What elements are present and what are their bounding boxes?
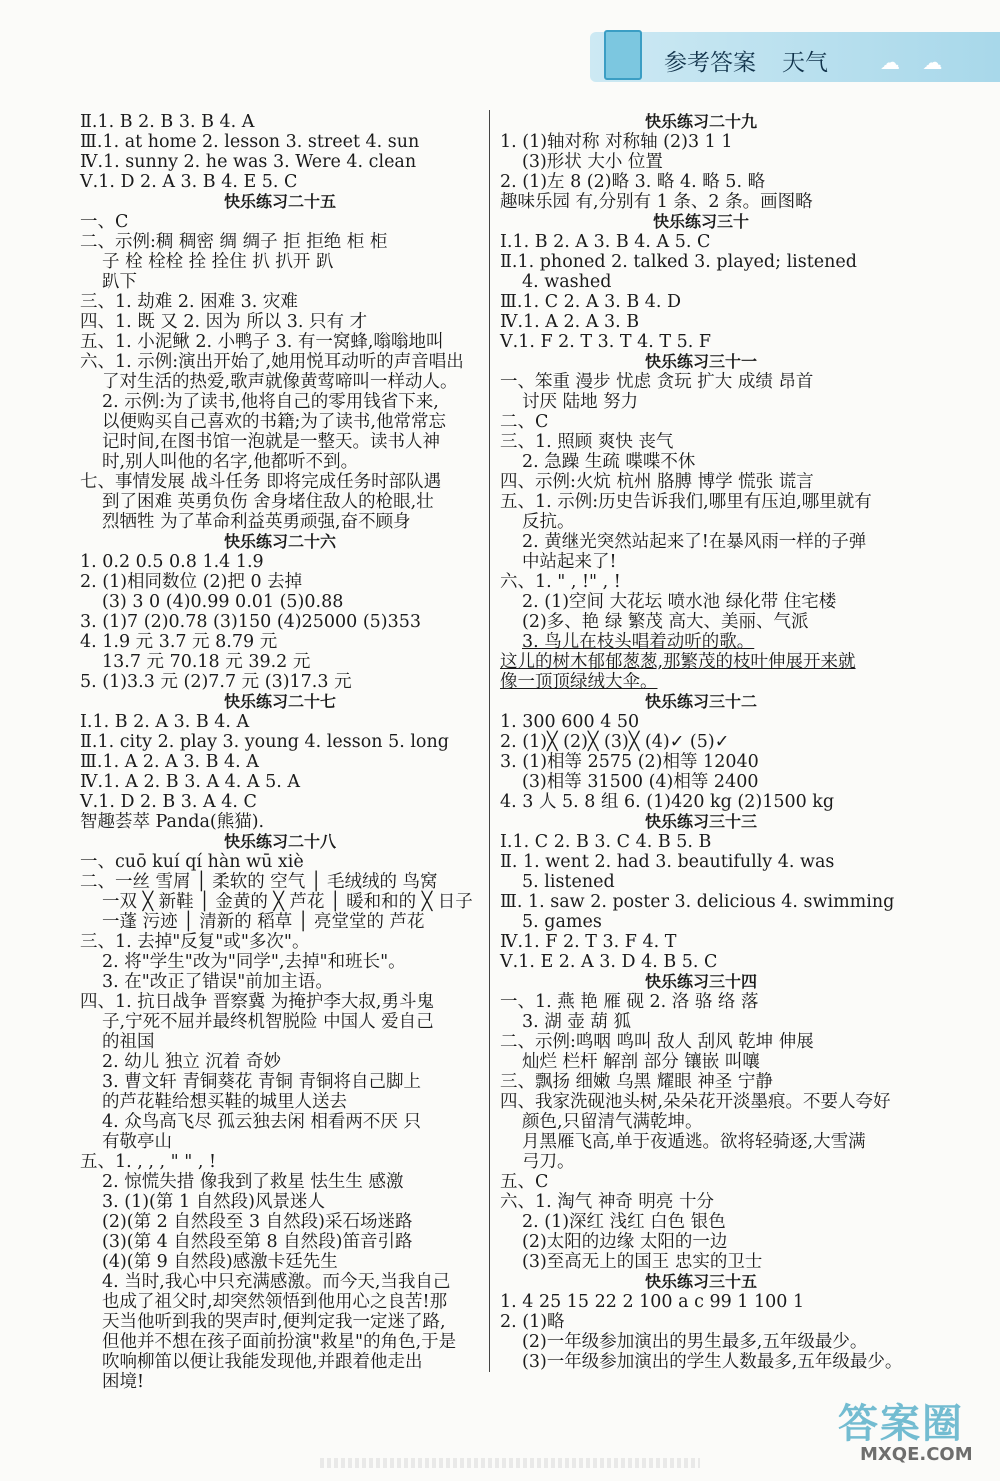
answer-line: 智趣荟萃 Panda(熊猫). <box>80 812 265 832</box>
answer-line: 三、1. 照顾 爽快 丧气 <box>500 432 674 452</box>
answer-line: Ⅴ.1. E 2. A 3. D 4. B 5. C <box>500 952 718 972</box>
answer-line: Ⅰ.1. C 2. B 3. C 4. B 5. B <box>500 832 712 852</box>
answer-line: 也成了祖父时,却突然领悟到他用心之良苦!那 <box>102 1292 448 1312</box>
answer-line: Ⅲ.1. C 2. A 3. B 4. D <box>500 292 682 312</box>
answer-line: Ⅳ.1. F 2. T 3. F 4. T <box>500 932 677 952</box>
answer-line: 4. 当时,我心中只充满感激。而今天,当我自己 <box>102 1272 451 1292</box>
section-heading: 快乐练习二十七 <box>223 692 336 711</box>
answer-line: 3. 在"改正了错误"前加主语。 <box>102 972 333 992</box>
right-column <box>500 112 902 1372</box>
answer-line: 1. 300 600 4 50 <box>500 712 640 732</box>
watermark-logo <box>830 1392 990 1472</box>
answer-line: Ⅲ. 1. saw 2. poster 3. delicious 4. swimming <box>500 892 895 912</box>
answer-line: 的芦花鞋给想买鞋的城里人送去 <box>102 1092 347 1112</box>
answer-line: 2. (1)左 8 (2)略 3. 略 4. 略 5. 略 <box>500 172 766 192</box>
answer-line: 2. (1)相同数位 (2)把 0 去掉 <box>80 572 303 592</box>
answer-line: Ⅱ.1. city 2. play 3. young 4. lesson 5. long <box>80 732 449 752</box>
answer-line: 二、一丝 雪屑 │ 柔软的 空气 │ 毛绒绒的 鸟窝 <box>80 872 438 892</box>
answer-line: Ⅱ.1. B 2. B 3. B 4. A <box>80 112 255 132</box>
answer-line: 2. (1)略 <box>500 1312 565 1332</box>
answer-line: (2)一年级参加演出的男生最多,五年级最少。 <box>522 1332 868 1352</box>
answer-line: 3. 湖 壶 葫 狐 <box>522 1012 631 1032</box>
answer-line: (4)(第 9 自然段)感激卡廷先生 <box>102 1252 338 1272</box>
answer-line: 2. 幼儿 独立 沉着 奇妙 <box>102 1052 281 1072</box>
answer-line: 4. 3 人 5. 8 组 6. (1)420 kg (2)1500 kg <box>500 792 835 812</box>
answer-line: 灿烂 栏杆 解剖 部分 镶嵌 叫嚷 <box>522 1052 760 1072</box>
answer-line: 这儿的树木郁郁葱葱,那繁茂的枝叶伸展开来就 <box>500 652 856 672</box>
answer-line: 13.7 元 70.18 元 39.2 元 <box>102 652 311 672</box>
answer-line: 2. (1)深红 浅红 白色 银色 <box>522 1212 726 1232</box>
answer-line: 二、示例:鸣咽 鸣叫 敌人 刮风 乾坤 伸展 <box>500 1032 814 1052</box>
section-heading: 快乐练习三十一 <box>644 352 757 371</box>
answer-line: 一、笨重 漫步 忧虑 贪玩 扩大 成绩 昂首 <box>500 372 814 392</box>
book-icon <box>604 30 642 80</box>
section-heading: 快乐练习三十 <box>652 212 749 231</box>
answer-line: 2. 示例:为了读书,他将自己的零用钱省下来, <box>102 392 439 412</box>
answer-line: 五、C <box>500 1172 549 1192</box>
answer-line: 颜色,只留清气满乾坤。 <box>522 1112 703 1132</box>
section-heading: 快乐练习三十二 <box>644 692 757 711</box>
answer-line: 讨厌 陆地 努力 <box>522 392 639 412</box>
page-footer-mark <box>320 1458 700 1468</box>
section-heading: 快乐练习三十三 <box>644 812 757 831</box>
answer-line: 3. (1)相等 2575 (2)相等 12040 <box>500 752 759 772</box>
answer-line: 三、1. 去掉"反复"或"多次"。 <box>80 932 310 952</box>
cloud-icon: ☁ ☁ <box>880 50 951 74</box>
answer-line: 4. washed <box>522 272 612 292</box>
section-heading: 快乐练习二十八 <box>223 832 336 851</box>
answer-line: 中站起来了! <box>522 552 617 572</box>
answer-line: 二、C <box>500 412 549 432</box>
answer-line: 四、1. 既 又 2. 因为 所以 3. 只有 才 <box>80 312 368 332</box>
answer-line: 六、1. 淘气 神奇 明亮 十分 <box>500 1192 714 1212</box>
answer-line: (3)(第 4 自然段至第 8 自然段)笛音引路 <box>102 1232 413 1252</box>
answer-line: 3. (1)7 (2)0.78 (3)150 (4)25000 (5)353 <box>80 612 422 632</box>
left-column <box>80 112 480 1392</box>
answer-line: 四、1. 抗日战争 晋察冀 为掩护李大叔,勇斗鬼 <box>80 992 434 1012</box>
answer-line: 但他并不想在孩子面前扮演"救星"的角色,于是 <box>102 1332 457 1352</box>
answer-line: 1. 4 25 15 22 2 100 a c 99 1 100 1 <box>500 1292 805 1312</box>
answer-line: Ⅴ.1. D 2. A 3. B 4. E 5. C <box>80 172 298 192</box>
answer-line: 一、1. 燕 艳 雁 砚 2. 洛 骆 络 落 <box>500 992 759 1012</box>
answer-line: Ⅲ.1. at home 2. lesson 3. street 4. sun <box>80 132 420 152</box>
answer-line: 像一顶顶绿绒大伞。 <box>500 672 658 692</box>
answer-line: 四、我家洗砚池头树,朵朵花开淡墨痕。不要人夸好 <box>500 1092 891 1112</box>
answer-line: Ⅳ.1. sunny 2. he was 3. Were 4. clean <box>80 152 417 172</box>
answer-line: Ⅳ.1. A 2. B 3. A 4. A 5. A <box>80 772 301 792</box>
answer-line: 2. (1)空间 大花坛 喷水池 绿化带 住宅楼 <box>522 592 837 612</box>
answer-line: Ⅱ. 1. went 2. had 3. beautifully 4. was <box>500 852 835 872</box>
answer-line: (2)太阳的边缘 太阳的一边 <box>522 1232 728 1252</box>
answer-line: 子,宁死不屈并最终机智脱险 中国人 爱自己 <box>102 1012 434 1032</box>
section-heading: 快乐练习三十四 <box>644 972 757 991</box>
answer-line: 2. 急躁 生疏 喋喋不休 <box>522 452 696 472</box>
answer-line: 3. (1)(第 1 自然段)风景迷人 <box>102 1192 325 1212</box>
answer-line: Ⅳ.1. A 2. A 3. B <box>500 312 640 332</box>
answer-line: (3)形状 大小 位置 <box>522 152 663 172</box>
answer-line: 五、1. , , , " " , ! <box>80 1152 217 1172</box>
answer-line: Ⅴ.1. D 2. B 3. A 4. C <box>80 792 257 812</box>
answer-line: 2. 黄继光突然站起来了!在暴风雨一样的子弹 <box>522 532 867 552</box>
answer-line: (3) 3 0 (4)0.99 0.01 (5)0.88 <box>102 592 344 612</box>
section-heading: 快乐练习二十九 <box>644 112 757 131</box>
answer-line: 五、1. 小泥鳅 2. 小鸭子 3. 有一窝蜂,嗡嗡地叫 <box>80 332 444 352</box>
answer-line: Ⅰ.1. B 2. A 3. B 4. A <box>80 712 250 732</box>
answer-line: 5. (1)3.3 元 (2)7.7 元 (3)17.3 元 <box>80 672 352 692</box>
answer-line: 一、C <box>80 212 129 232</box>
answer-line: 5. listened <box>522 872 615 892</box>
answer-line: 五、1. 示例:历史告诉我们,哪里有压迫,哪里就有 <box>500 492 872 512</box>
answer-line: (2)(第 2 自然段至 3 自然段)采石场迷路 <box>102 1212 413 1232</box>
column-divider <box>489 110 490 1372</box>
answer-line: 5. games <box>522 912 602 932</box>
answer-line: (3)相等 31500 (4)相等 2400 <box>522 772 759 792</box>
answer-line: 记时间,在图书馆一泡就是一整天。读书人神 <box>102 432 441 452</box>
answer-line: 1. (1)轴对称 对称轴 (2)3 1 1 <box>500 132 733 152</box>
answer-line: 七、事情发展 战斗任务 即将完成任务时部队遇 <box>80 472 442 492</box>
answer-line: Ⅱ.1. phoned 2. talked 3. played; listened <box>500 252 857 272</box>
answer-line: 一双 ╳ 新鞋 │ 金黄的 ╳ 芦花 │ 暖和和的 ╳ 日子 <box>102 892 473 912</box>
section-heading: 快乐练习二十六 <box>223 532 336 551</box>
answer-line: 1. 0.2 0.5 0.8 1.4 1.9 <box>80 552 264 572</box>
answer-line: 趣味乐园 有,分别有 1 条、2 条。画图略 <box>500 192 813 212</box>
section-heading: 快乐练习二十五 <box>223 192 336 211</box>
answer-line: 月黑雁飞高,单于夜遁逃。欲将轻骑逐,大雪满 <box>522 1132 866 1152</box>
answer-line: 趴下 <box>102 272 137 292</box>
answer-line: 六、1. " , !" , ! <box>500 572 621 592</box>
answer-line: 到了困难 英勇负伤 舍身堵住敌人的枪眼,壮 <box>102 492 434 512</box>
answer-line: 烈牺牲 为了革命利益英勇顽强,奋不顾身 <box>102 512 411 532</box>
answer-line: 2. (1)╳ (2)╳ (3)╳ (4)✓ (5)✓ <box>500 732 730 752</box>
answer-line: 4. 众鸟高飞尽 孤云独去闲 相看两不厌 只 <box>102 1112 421 1132</box>
answer-line: 六、1. 示例:演出开始了,她用悦耳动听的声音唱出 <box>80 352 464 372</box>
answer-line: 一蓬 污迹 │ 清新的 稻草 │ 亮堂堂的 芦花 <box>102 912 425 932</box>
answer-line: (3)至高无上的国王 忠实的卫士 <box>522 1252 763 1272</box>
page-header-subtitle: 天气 <box>782 50 828 76</box>
answer-line: (2)多、艳 绿 繁茂 高大、美丽、气派 <box>522 612 809 632</box>
answer-line: 三、飘扬 细嫩 乌黑 耀眼 神圣 宁静 <box>500 1072 773 1092</box>
answer-line: 以便购买自己喜欢的书籍;为了读书,他常常忘 <box>102 412 446 432</box>
answer-line: Ⅰ.1. B 2. A 3. B 4. A 5. C <box>500 232 711 252</box>
section-heading: 快乐练习三十五 <box>644 1272 757 1291</box>
answer-line: 子 栓 栓栓 拴 拴住 扒 扒开 趴 <box>102 252 334 272</box>
answer-line: 3. 曹文轩 青铜葵花 青铜 青铜将自己脚上 <box>102 1072 421 1092</box>
answer-line: 三、1. 劫难 2. 困难 3. 灾难 <box>80 292 298 312</box>
answer-line: 有敬亭山 <box>102 1132 172 1152</box>
answer-line: (3)一年级参加演出的学生人数最多,五年级最少。 <box>522 1352 903 1372</box>
answer-line: 吹响柳笛以便让我能发现他,并跟着他走出 <box>102 1352 423 1372</box>
answer-line: 3. 鸟儿在枝头唱着动听的歌。 <box>522 632 755 652</box>
answer-line: 了对生活的热爱,歌声就像黄莺啼叫一样动人。 <box>102 372 458 392</box>
answer-line: 二、示例:稠 稠密 绸 绸子 拒 拒绝 柜 柜 <box>80 232 388 252</box>
watermark-url: MXQE.COM <box>860 1444 973 1465</box>
watermark-text: 答案圈 <box>838 1401 964 1447</box>
answer-line: 2. 惊慌失措 像我到了救星 怯生生 感激 <box>102 1172 404 1192</box>
answer-line: 困境! <box>102 1372 145 1392</box>
answer-line: 一、cuō kuí qí hàn wū xiè <box>80 852 304 872</box>
answer-line: 时,别人叫他的名字,他都听不到。 <box>102 452 359 472</box>
answer-line: 弓刀。 <box>522 1152 575 1172</box>
answer-line: 天当他听到我的哭声时,便判定我一定迷了路, <box>102 1312 446 1332</box>
answer-line: 4. 1.9 元 3.7 元 8.79 元 <box>80 632 278 652</box>
answer-line: 反抗。 <box>522 512 575 532</box>
answer-line: 的祖国 <box>102 1032 155 1052</box>
answer-line: 2. 将"学生"改为"同学",去掉"和班长"。 <box>102 952 406 972</box>
answer-line: Ⅴ.1. F 2. T 3. T 4. T 5. F <box>500 332 712 352</box>
answer-line: 四、示例:火炕 杭州 胳膊 博学 慌张 谎言 <box>500 472 814 492</box>
page-header-title: 参考答案 <box>664 50 756 76</box>
answer-line: Ⅲ.1. A 2. A 3. B 4. A <box>80 752 259 772</box>
